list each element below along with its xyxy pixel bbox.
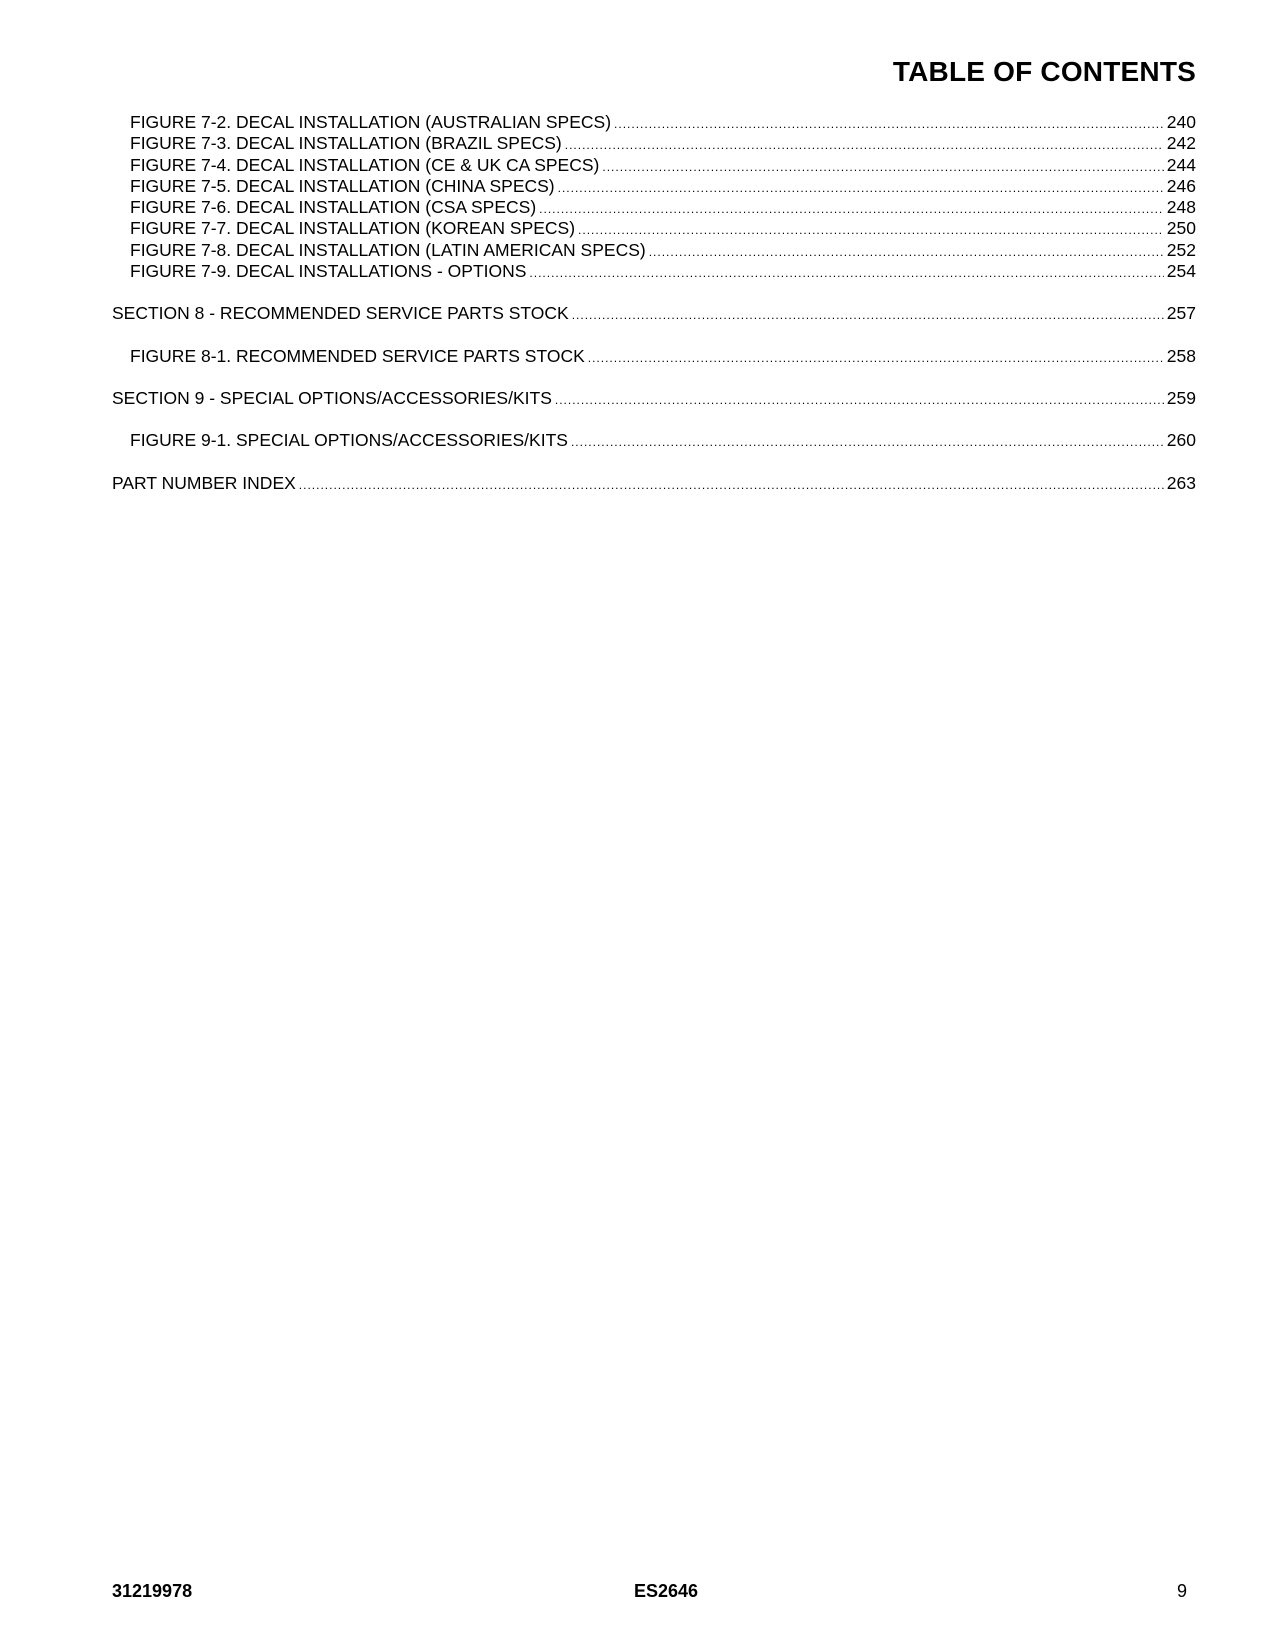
table-of-contents	[112, 112, 1196, 515]
toc-entry[interactable]	[112, 176, 1196, 197]
toc-entry[interactable]	[112, 261, 1196, 282]
toc-entry-label: FIGURE 7-7. DECAL INSTALLATION (KOREAN SPECS)	[130, 218, 576, 239]
toc-entry-page: 244	[1166, 154, 1196, 175]
model-number: ES2646	[634, 1581, 699, 1601]
toc-entry-page: 246	[1166, 175, 1196, 196]
toc-entry[interactable]	[112, 218, 1196, 239]
toc-entry-label: FIGURE 7-8. DECAL INSTALLATION (LATIN AMERICAN SPECS)	[130, 239, 646, 260]
toc-entry-label: FIGURE 8-1. RECOMMENDED SERVICE PARTS STOCK	[130, 345, 585, 366]
dot-leader	[649, 242, 1164, 263]
dot-leader	[588, 348, 1164, 369]
page-number: 9	[1176, 1581, 1187, 1601]
toc-group-section-8	[112, 303, 1196, 324]
toc-entry-label: FIGURE 7-2. DECAL INSTALLATION (AUSTRALIAN SPECS)	[130, 112, 612, 132]
page-footer	[112, 1581, 1187, 1605]
toc-entry-page: 242	[1166, 133, 1196, 154]
toc-entry-page: 252	[1166, 239, 1196, 260]
toc-entry[interactable]	[112, 240, 1196, 261]
toc-group-section-9-figures	[112, 430, 1196, 451]
dot-leader	[529, 263, 1163, 284]
dot-leader	[602, 157, 1163, 178]
toc-entry[interactable]	[112, 430, 1196, 451]
toc-entry[interactable]	[112, 155, 1196, 176]
toc-entry[interactable]	[112, 112, 1196, 133]
dot-leader	[565, 135, 1164, 156]
toc-entry-page: 248	[1166, 197, 1196, 218]
toc-entry-label: PART NUMBER INDEX	[112, 472, 296, 493]
dot-leader	[539, 199, 1164, 220]
toc-entry-page: 254	[1166, 261, 1196, 282]
toc-entry-label: FIGURE 7-5. DECAL INSTALLATION (CHINA SPECS)	[130, 175, 555, 196]
toc-entry-label: FIGURE 9-1. SPECIAL OPTIONS/ACCESSORIES/KITS	[130, 430, 568, 451]
dot-leader	[555, 390, 1164, 411]
toc-entry-section[interactable]	[112, 303, 1196, 324]
toc-entry-section[interactable]	[112, 388, 1196, 409]
toc-group-section-8-figures	[112, 346, 1196, 367]
document-number: 31219978	[112, 1581, 193, 1601]
toc-entry-label: SECTION 8 - RECOMMENDED SERVICE PARTS STOCK	[112, 303, 569, 324]
dot-leader	[558, 178, 1164, 199]
toc-entry-page: 250	[1166, 218, 1196, 239]
toc-entry-page: 257	[1166, 303, 1196, 324]
toc-entry[interactable]	[112, 197, 1196, 218]
toc-group-section-7-figures	[112, 112, 1196, 282]
toc-entry-label: FIGURE 7-3. DECAL INSTALLATION (BRAZIL SPECS)	[130, 133, 562, 154]
toc-entry-label: FIGURE 7-4. DECAL INSTALLATION (CE & UK CA SPECS)	[130, 154, 600, 175]
toc-entry-label: FIGURE 7-6. DECAL INSTALLATION (CSA SPECS)	[130, 197, 537, 218]
dot-leader	[578, 220, 1164, 241]
toc-entry-page: 259	[1166, 387, 1196, 408]
toc-group-section-9	[112, 388, 1196, 409]
dot-leader	[572, 305, 1164, 326]
toc-entry[interactable]	[112, 133, 1196, 154]
toc-entry-page: 240	[1166, 112, 1196, 132]
toc-entry-page: 263	[1166, 472, 1196, 493]
page-title: TABLE OF CONTENTS	[892, 56, 1196, 87]
dot-leader	[571, 432, 1164, 453]
toc-entry[interactable]	[112, 346, 1196, 367]
toc-entry-page: 258	[1166, 345, 1196, 366]
dot-leader	[299, 475, 1164, 496]
toc-group-index	[112, 473, 1196, 494]
toc-entry-page: 260	[1166, 430, 1196, 451]
toc-entry-section[interactable]	[112, 473, 1196, 494]
toc-entry-label: FIGURE 7-9. DECAL INSTALLATIONS - OPTIONS	[130, 261, 527, 282]
dot-leader	[614, 114, 1164, 135]
toc-entry-label: SECTION 9 - SPECIAL OPTIONS/ACCESSORIES/KITS	[112, 387, 552, 408]
